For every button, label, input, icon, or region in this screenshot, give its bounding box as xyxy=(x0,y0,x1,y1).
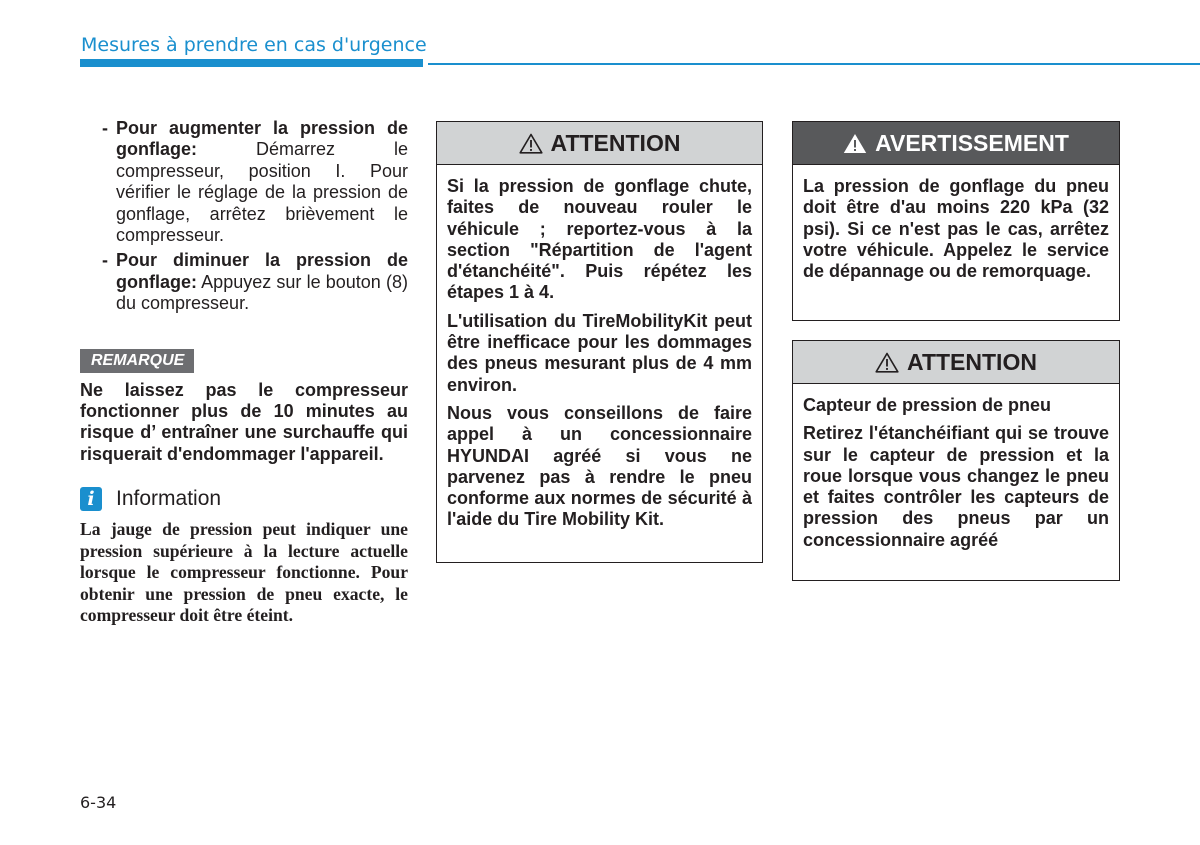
attention-box-sensor xyxy=(792,340,1120,581)
attention-box-tire-kit xyxy=(436,121,763,563)
section-title: Mesures à prendre en cas d'urgence xyxy=(81,34,427,56)
bullet-heading: Pour diminuer la pression de gonflage: xyxy=(116,250,408,292)
attention-header xyxy=(793,341,1119,384)
attention-paragraph: Si la pression de gonflage chute, faites de nouveau rouler le véhicule ; reportez-vous à la section "Répartition de l'agent d'étanchéité". Puis répétez les étapes 1 à 4. xyxy=(447,176,752,303)
avertissement-body xyxy=(793,165,1119,282)
avertissement-title: AVERTISSEMENT xyxy=(875,129,1069,156)
bullet-dash: - xyxy=(102,250,108,271)
attention-paragraph: Capteur de pression de pneu xyxy=(803,395,1052,415)
remarque-label: REMARQUE xyxy=(80,349,194,373)
avertissement-box xyxy=(792,121,1120,321)
bullet-dash: - xyxy=(102,118,108,138)
warning-triangle-icon xyxy=(519,133,543,154)
page-number: 6-34 xyxy=(80,793,117,812)
remarque-text: Ne laissez pas le compresseur fonctionner plus de 10 minutes au risque d’ entraîner une surchauffe qui risquerait d'endommager l'appareil. xyxy=(80,379,408,464)
attention-paragraph: Nous vous conseillons de faire appel à un concessionnaire HYUNDAI agréé si vous ne parvenez pas à rendre le pneu conforme aux normes de sécurité à l'aide du Tire Mobility Kit. xyxy=(447,402,752,530)
attention-body xyxy=(437,165,762,531)
attention-paragraph: L'utilisation du TireMobilityKit peut être inefficace pour les dommages des pneus mesurant plus de 4 mm environ. xyxy=(447,310,752,395)
header-rule-thin xyxy=(428,63,1200,65)
bullet-decrease-pressure xyxy=(80,250,408,314)
avertissement-paragraph: La pression de gonflage du pneu doit être d'au moins 220 kPa (32 psi). Si ce n'est pas le cas, arrêtez votre véhicule. Appelez le service de dépannage ou de remorquage. xyxy=(803,176,1109,282)
bullet-heading: Pour augmenter la pression de gonflage: xyxy=(116,118,408,160)
bullet-text: Appuyez sur le bouton (8) du compresseur. xyxy=(116,271,408,314)
attention-body xyxy=(793,384,1119,551)
bullet-increase-pressure xyxy=(80,118,408,246)
attention-title: ATTENTION xyxy=(550,129,681,156)
warning-triangle-icon xyxy=(875,352,899,373)
bullet-text: Démarrez le compresseur, position I. Pour vérifier le réglage de la pression de gonflage, arrêtez brièvement le compresseur. xyxy=(116,139,408,246)
warning-triangle-icon xyxy=(843,133,867,154)
header-rule-thick xyxy=(80,59,423,67)
information-title: Information xyxy=(116,487,222,511)
information-heading xyxy=(80,487,408,511)
info-icon: i xyxy=(80,487,102,511)
information-text: La jauge de pression peut indiquer une pression supérieure à la lecture actuelle lorsque le compresseur fonctionne. Pour obtenir une pression de pneu exacte, le compresseur doit être éteint. xyxy=(80,519,408,625)
left-column xyxy=(80,118,408,626)
avertissement-header xyxy=(793,122,1119,165)
attention-title: ATTENTION xyxy=(907,348,1037,375)
attention-paragraph: Retirez l'étanchéifiant qui se trouve sur le capteur de pression et la roue lorsque vous changez le pneu et faites contrôler les capteurs de pression des pneus par un concessionnaire agréé xyxy=(803,423,1109,550)
attention-header xyxy=(437,122,762,165)
